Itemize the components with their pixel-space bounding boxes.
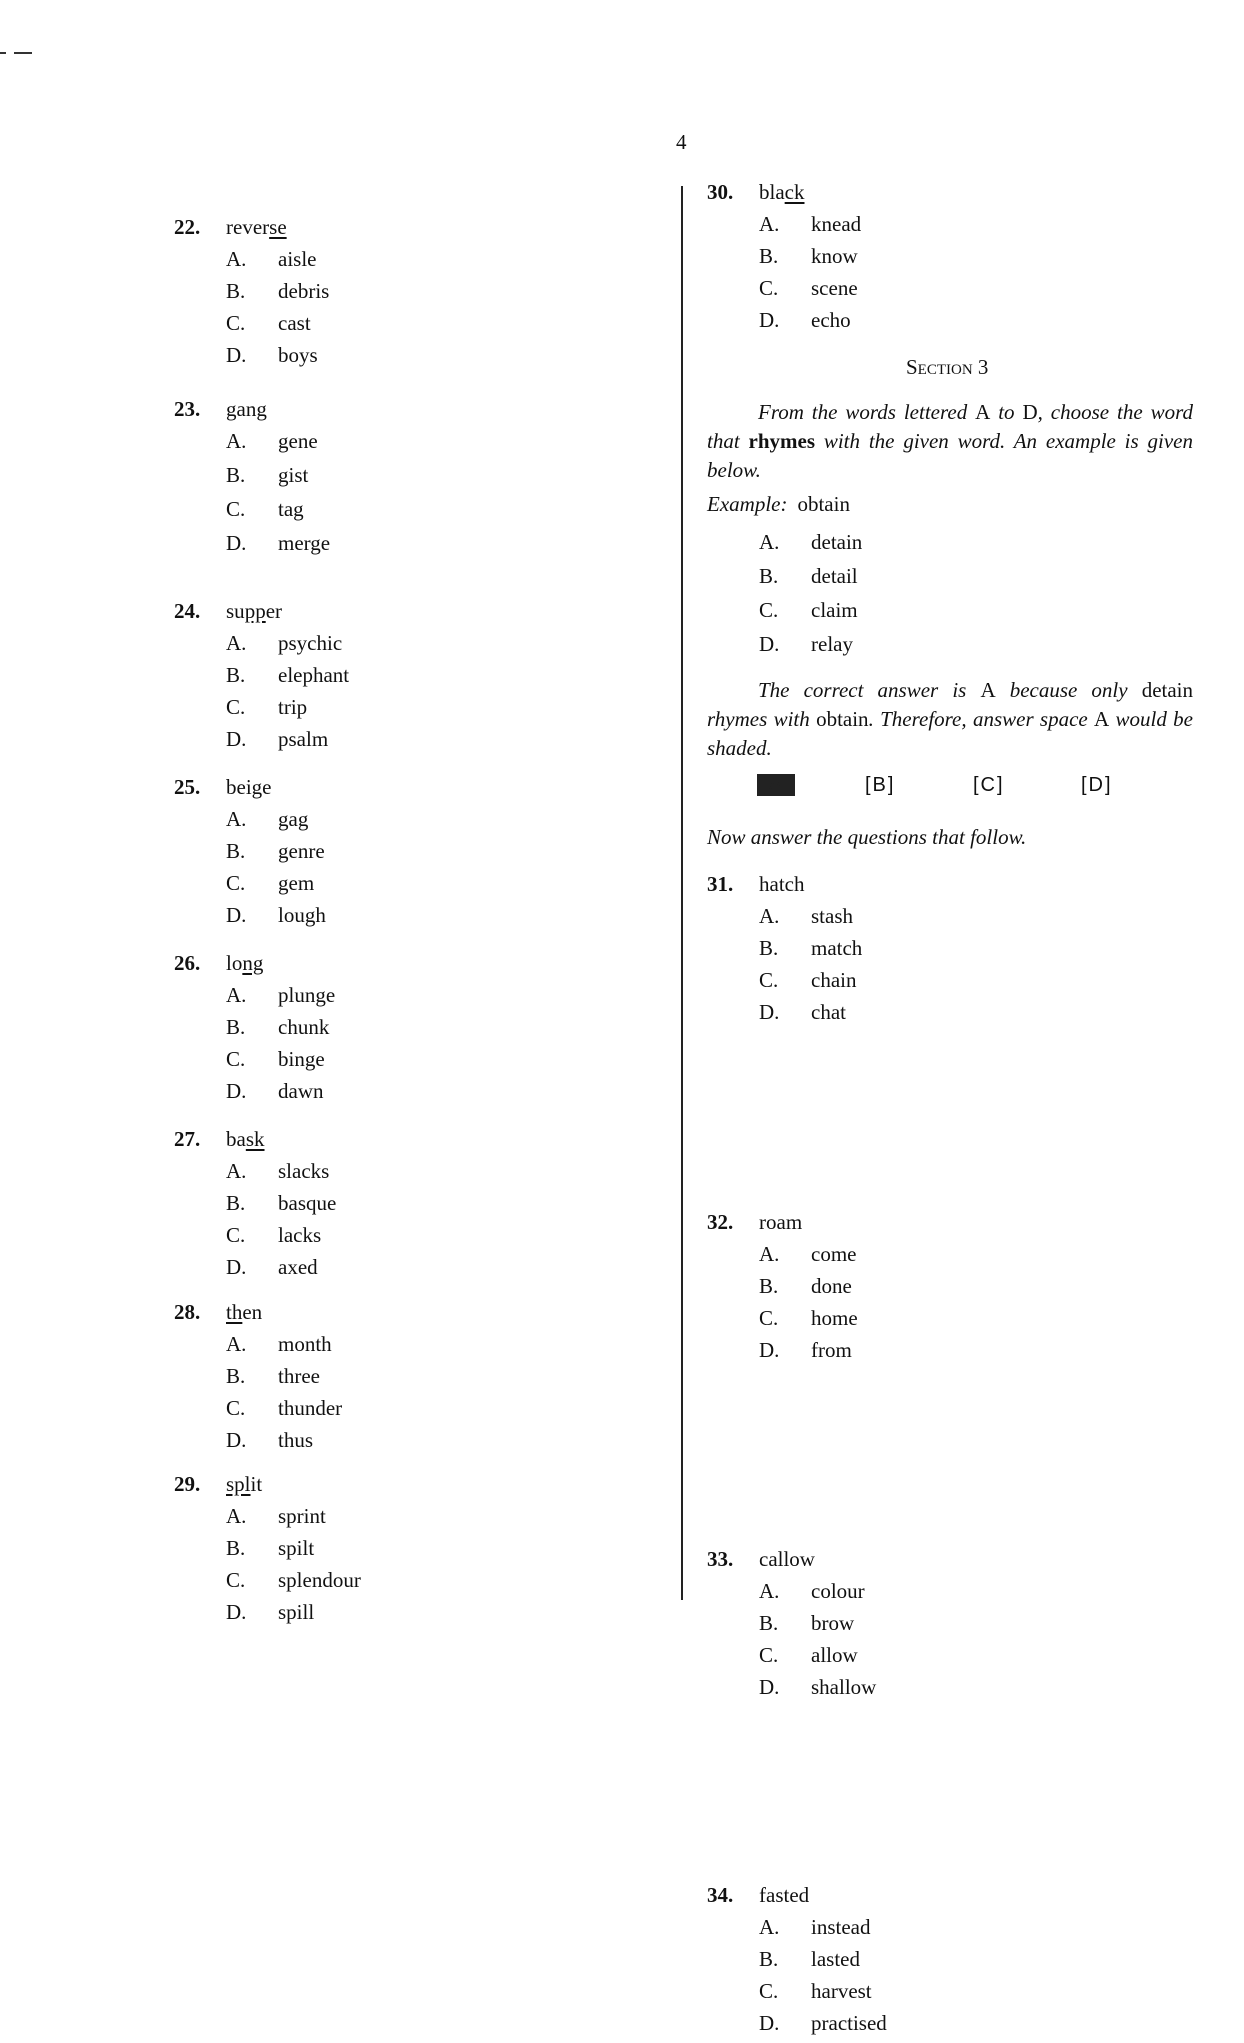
- option-d: D. shallow: [759, 1675, 877, 1699]
- option-b: B. genre: [226, 839, 325, 863]
- question-27: [174, 1127, 336, 1287]
- option-a: A. come: [759, 1242, 857, 1266]
- question-number: 23.: [174, 397, 201, 421]
- question-word: then: [226, 1300, 263, 1324]
- question-word: gang: [226, 397, 267, 421]
- option-a: A. knead: [759, 212, 862, 236]
- answer-space-d: [D]: [1081, 774, 1113, 796]
- option-c: C. splendour: [226, 1568, 361, 1592]
- option-c: C. lacks: [226, 1223, 322, 1247]
- question-number: 29.: [174, 1472, 201, 1496]
- option-c: C. tag: [226, 497, 304, 521]
- question-32: [707, 1210, 1244, 1370]
- option-b: B. debris: [226, 279, 330, 303]
- page-number: 4: [676, 130, 687, 154]
- example-options: [707, 530, 862, 666]
- example-word: obtain: [797, 492, 850, 516]
- follow-instruction: Now answer the questions that follow.: [707, 825, 1027, 849]
- question-number: 22.: [174, 215, 201, 239]
- question-word: supper: [226, 599, 283, 623]
- option-a: A. slacks: [226, 1159, 330, 1183]
- column-divider: [681, 186, 683, 1600]
- question-22: [174, 215, 329, 375]
- option-d: D. axed: [226, 1255, 318, 1279]
- option-a: A. psychic: [226, 631, 343, 655]
- question-number: 24.: [174, 599, 201, 623]
- question-30: [707, 180, 861, 340]
- answer-space-a-shaded: [A]: [757, 774, 865, 797]
- question-number: 25.: [174, 775, 201, 799]
- option-a: A. stash: [759, 904, 853, 928]
- option-a: A. instead: [759, 1915, 871, 1939]
- option-c: C. chain: [759, 968, 857, 992]
- answer-space-c: [C]: [973, 774, 1005, 796]
- option-d: D. practised: [759, 2011, 887, 2035]
- question-number: 34.: [707, 1883, 734, 1907]
- example-option-a: A. detain: [759, 530, 863, 554]
- option-d: D. echo: [759, 308, 851, 332]
- question-28: [174, 1300, 342, 1460]
- question-33: [707, 1547, 1244, 1707]
- option-b: B. brow: [759, 1611, 855, 1635]
- example-line: [707, 492, 850, 517]
- option-a: A. gene: [226, 429, 318, 453]
- question-word: split: [226, 1472, 263, 1496]
- option-c: C. harvest: [759, 1979, 872, 2003]
- question-31: [707, 872, 1244, 1032]
- option-b: B. know: [759, 244, 858, 268]
- question-25: [174, 775, 326, 935]
- option-a: A. aisle: [226, 247, 317, 271]
- question-word: black: [759, 180, 805, 204]
- option-b: B. basque: [226, 1191, 337, 1215]
- option-b: B. spilt: [226, 1536, 315, 1560]
- option-d: D. chat: [759, 1000, 846, 1024]
- option-d: D. psalm: [226, 727, 329, 751]
- question-word: bask: [226, 1127, 265, 1151]
- answer-space-b: [B]: [865, 774, 896, 796]
- option-c: C. gem: [226, 871, 315, 895]
- option-c: C. allow: [759, 1643, 858, 1667]
- example-option-d: D. relay: [759, 632, 853, 656]
- question-number: 27.: [174, 1127, 201, 1151]
- option-a: A. plunge: [226, 983, 336, 1007]
- option-a: A. sprint: [226, 1504, 326, 1528]
- question-number: 31.: [707, 872, 734, 896]
- question-34: [707, 1883, 1244, 2043]
- option-b: B. gist: [226, 463, 309, 487]
- option-b: B. elephant: [226, 663, 350, 687]
- question-word: hatch: [759, 872, 805, 896]
- option-a: A. gag: [226, 807, 309, 831]
- option-c: C. trip: [226, 695, 308, 719]
- question-number: 26.: [174, 951, 201, 975]
- option-c: C. scene: [759, 276, 858, 300]
- example-option-b: B. detail: [759, 564, 858, 588]
- question-number: 28.: [174, 1300, 201, 1324]
- option-a: A. month: [226, 1332, 332, 1356]
- question-29: [174, 1472, 361, 1632]
- correct-answer-note: The correct answer is A because only detain rhymes with obtain. Therefore, answer space A would be shaded.: [707, 678, 1193, 760]
- option-d: D. from: [759, 1338, 852, 1362]
- option-b: B. three: [226, 1364, 320, 1388]
- question-number: 30.: [707, 180, 734, 204]
- question-word: long: [226, 951, 264, 975]
- answer-spaces: [757, 774, 1189, 797]
- question-24: [174, 599, 349, 759]
- option-d: D. merge: [226, 531, 331, 555]
- option-b: B. done: [759, 1274, 852, 1298]
- question-26: [174, 951, 335, 1111]
- option-b: B. match: [759, 936, 863, 960]
- question-word: callow: [759, 1547, 815, 1571]
- question-number: 33.: [707, 1547, 734, 1571]
- option-d: D. lough: [226, 903, 326, 927]
- option-d: D. thus: [226, 1428, 314, 1452]
- option-c: C. binge: [226, 1047, 325, 1071]
- question-word: beige: [226, 775, 272, 799]
- example-label: Example:: [707, 492, 788, 516]
- question-word: fasted: [759, 1883, 810, 1907]
- section-instructions: From the words lettered A to D, choose the word that rhymes with the given word. An example is given below.: [707, 400, 1193, 482]
- question-23: [174, 397, 330, 565]
- section-title: Section 3: [906, 355, 989, 379]
- option-b: B. lasted: [759, 1947, 860, 1971]
- scan-mark: [0, 52, 32, 54]
- example-option-c: C. claim: [759, 598, 858, 622]
- option-d: D. boys: [226, 343, 318, 367]
- option-d: D. spill: [226, 1600, 315, 1624]
- option-c: C. home: [759, 1306, 858, 1330]
- question-word: reverse: [226, 215, 287, 239]
- option-a: A. colour: [759, 1579, 865, 1603]
- option-b: B. chunk: [226, 1015, 330, 1039]
- option-d: D. dawn: [226, 1079, 324, 1103]
- question-word: roam: [759, 1210, 803, 1234]
- option-c: C. thunder: [226, 1396, 343, 1420]
- question-number: 32.: [707, 1210, 734, 1234]
- option-c: C. cast: [226, 311, 311, 335]
